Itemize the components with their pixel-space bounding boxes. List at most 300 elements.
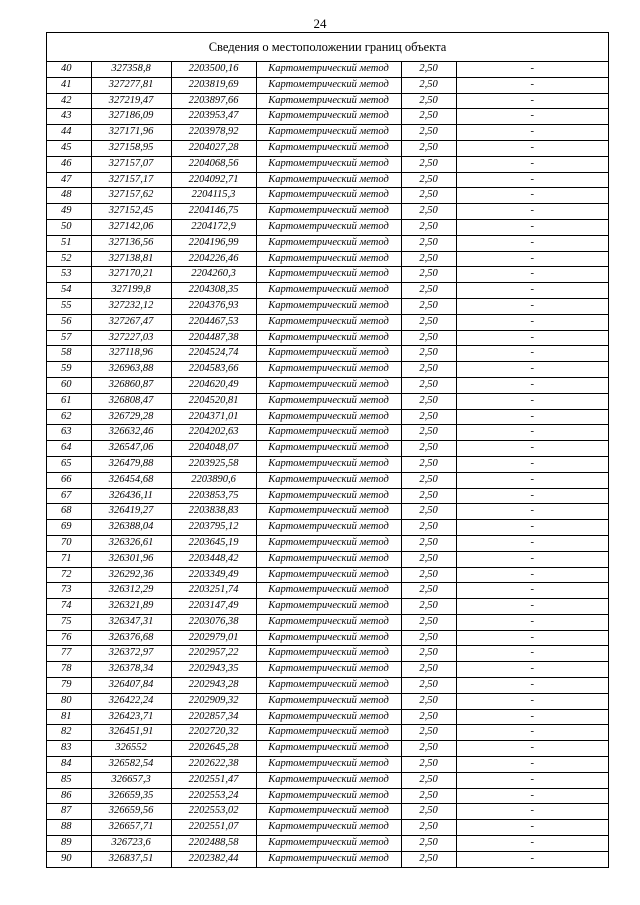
table-row xyxy=(47,393,608,409)
table-row xyxy=(47,725,608,741)
method-cell: Картометрический метод xyxy=(256,283,401,299)
y-coordinate-cell: 2203953,47 xyxy=(171,109,256,125)
accuracy-cell: 2,50 xyxy=(401,662,456,678)
table-row xyxy=(47,662,608,678)
method-cell: Картометрический метод xyxy=(256,204,401,220)
point-number-cell: 51 xyxy=(47,235,91,251)
table-row xyxy=(47,599,608,615)
accuracy-cell: 2,50 xyxy=(401,709,456,725)
table-row xyxy=(47,109,608,125)
method-cell: Картометрический метод xyxy=(256,393,401,409)
point-number-cell: 63 xyxy=(47,425,91,441)
method-cell: Картометрический метод xyxy=(256,757,401,773)
x-coordinate-cell: 326860,87 xyxy=(91,377,171,393)
accuracy-cell: 2,50 xyxy=(401,441,456,457)
table-row xyxy=(47,188,608,204)
y-coordinate-cell: 2203500,16 xyxy=(171,62,256,77)
point-number-cell: 87 xyxy=(47,804,91,820)
point-number-cell: 58 xyxy=(47,346,91,362)
point-number-cell: 69 xyxy=(47,520,91,536)
table-row xyxy=(47,788,608,804)
method-cell: Картометрический метод xyxy=(256,298,401,314)
table-row xyxy=(47,646,608,662)
accuracy-cell: 2,50 xyxy=(401,678,456,694)
accuracy-cell: 2,50 xyxy=(401,820,456,836)
point-number-cell: 71 xyxy=(47,551,91,567)
method-cell: Картометрический метод xyxy=(256,678,401,694)
method-cell: Картометрический метод xyxy=(256,599,401,615)
y-coordinate-cell: 2202943,28 xyxy=(171,678,256,694)
table-row xyxy=(47,62,608,77)
note-cell: - xyxy=(456,583,608,599)
point-number-cell: 47 xyxy=(47,172,91,188)
note-cell: - xyxy=(456,504,608,520)
point-number-cell: 78 xyxy=(47,662,91,678)
y-coordinate-cell: 2204308,35 xyxy=(171,283,256,299)
x-coordinate-cell: 326657,71 xyxy=(91,820,171,836)
point-number-cell: 89 xyxy=(47,836,91,852)
note-cell: - xyxy=(456,456,608,472)
y-coordinate-cell: 2202909,32 xyxy=(171,693,256,709)
method-cell: Картометрический метод xyxy=(256,693,401,709)
accuracy-cell: 2,50 xyxy=(401,346,456,362)
y-coordinate-cell: 2202622,38 xyxy=(171,757,256,773)
note-cell: - xyxy=(456,425,608,441)
accuracy-cell: 2,50 xyxy=(401,836,456,852)
accuracy-cell: 2,50 xyxy=(401,757,456,773)
point-number-cell: 59 xyxy=(47,362,91,378)
method-cell: Картометрический метод xyxy=(256,551,401,567)
method-cell: Картометрический метод xyxy=(256,614,401,630)
table-row xyxy=(47,741,608,757)
accuracy-cell: 2,50 xyxy=(401,267,456,283)
note-cell: - xyxy=(456,757,608,773)
method-cell: Картометрический метод xyxy=(256,567,401,583)
table-row xyxy=(47,219,608,235)
method-cell: Картометрический метод xyxy=(256,583,401,599)
x-coordinate-cell: 327157,17 xyxy=(91,172,171,188)
accuracy-cell: 2,50 xyxy=(401,204,456,220)
x-coordinate-cell: 327227,03 xyxy=(91,330,171,346)
table-row xyxy=(47,757,608,773)
table-row xyxy=(47,551,608,567)
table-row xyxy=(47,314,608,330)
x-coordinate-cell: 327199,8 xyxy=(91,283,171,299)
point-number-cell: 75 xyxy=(47,614,91,630)
note-cell: - xyxy=(456,251,608,267)
x-coordinate-cell: 326376,68 xyxy=(91,630,171,646)
accuracy-cell: 2,50 xyxy=(401,725,456,741)
point-number-cell: 85 xyxy=(47,772,91,788)
accuracy-cell: 2,50 xyxy=(401,693,456,709)
accuracy-cell: 2,50 xyxy=(401,188,456,204)
y-coordinate-cell: 2202720,32 xyxy=(171,725,256,741)
point-number-cell: 79 xyxy=(47,678,91,694)
point-number-cell: 40 xyxy=(47,62,91,77)
method-cell: Картометрический метод xyxy=(256,646,401,662)
y-coordinate-cell: 2203251,74 xyxy=(171,583,256,599)
point-number-cell: 61 xyxy=(47,393,91,409)
x-coordinate-cell: 326552 xyxy=(91,741,171,757)
note-cell: - xyxy=(456,599,608,615)
x-coordinate-cell: 326454,68 xyxy=(91,472,171,488)
point-number-cell: 76 xyxy=(47,630,91,646)
table-row xyxy=(47,567,608,583)
table-row xyxy=(47,125,608,141)
method-cell: Картометрический метод xyxy=(256,630,401,646)
table-row xyxy=(47,583,608,599)
note-cell: - xyxy=(456,678,608,694)
y-coordinate-cell: 2203838,83 xyxy=(171,504,256,520)
x-coordinate-cell: 327142,06 xyxy=(91,219,171,235)
point-number-cell: 50 xyxy=(47,219,91,235)
accuracy-cell: 2,50 xyxy=(401,788,456,804)
note-cell: - xyxy=(456,409,608,425)
table-row xyxy=(47,678,608,694)
accuracy-cell: 2,50 xyxy=(401,472,456,488)
table-row xyxy=(47,836,608,852)
table-row xyxy=(47,693,608,709)
note-cell: - xyxy=(456,520,608,536)
y-coordinate-cell: 2204371,01 xyxy=(171,409,256,425)
x-coordinate-cell: 326657,3 xyxy=(91,772,171,788)
table-row xyxy=(47,251,608,267)
accuracy-cell: 2,50 xyxy=(401,172,456,188)
note-cell: - xyxy=(530,852,534,864)
x-coordinate-cell: 326963,88 xyxy=(91,362,171,378)
note-cell: - xyxy=(456,188,608,204)
table-row xyxy=(47,204,608,220)
accuracy-cell: 2,50 xyxy=(401,109,456,125)
x-coordinate-cell: 326422,24 xyxy=(91,693,171,709)
point-number-cell: 60 xyxy=(47,377,91,393)
method-cell: Картометрический метод xyxy=(256,330,401,346)
y-coordinate-cell: 2202857,34 xyxy=(171,709,256,725)
accuracy-cell: 2,50 xyxy=(401,219,456,235)
point-number-cell: 67 xyxy=(47,488,91,504)
method-cell: Картометрический метод xyxy=(256,409,401,425)
point-number-cell: 73 xyxy=(47,583,91,599)
point-number-cell: 68 xyxy=(47,504,91,520)
method-cell: Картометрический метод xyxy=(256,820,401,836)
point-number-cell: 62 xyxy=(47,409,91,425)
accuracy-cell: 2,50 xyxy=(401,851,456,866)
method-cell: Картометрический метод xyxy=(256,520,401,536)
accuracy-cell: 2,50 xyxy=(401,772,456,788)
x-coordinate-cell: 326479,88 xyxy=(91,456,171,472)
x-coordinate-cell: 326388,04 xyxy=(91,520,171,536)
x-coordinate-cell: 327186,09 xyxy=(91,109,171,125)
x-coordinate-cell: 327157,07 xyxy=(91,156,171,172)
accuracy-cell: 2,50 xyxy=(401,409,456,425)
x-coordinate-cell: 326292,36 xyxy=(91,567,171,583)
x-coordinate-cell: 327267,47 xyxy=(91,314,171,330)
y-coordinate-cell: 2203795,12 xyxy=(171,520,256,536)
accuracy-cell: 2,50 xyxy=(401,488,456,504)
y-coordinate-cell: 2203349,49 xyxy=(171,567,256,583)
table-row xyxy=(47,267,608,283)
point-number-cell: 74 xyxy=(47,599,91,615)
note-cell: - xyxy=(456,488,608,504)
y-coordinate-cell: 2203645,19 xyxy=(171,535,256,551)
accuracy-cell: 2,50 xyxy=(401,93,456,109)
accuracy-cell: 2,50 xyxy=(401,393,456,409)
y-coordinate-cell: 2204487,38 xyxy=(171,330,256,346)
x-coordinate-cell: 326729,28 xyxy=(91,409,171,425)
method-cell: Картометрический метод xyxy=(256,93,401,109)
method-cell: Картометрический метод xyxy=(256,251,401,267)
table-row xyxy=(47,456,608,472)
accuracy-cell: 2,50 xyxy=(401,62,456,77)
note-cell: - xyxy=(456,267,608,283)
note-cell: - xyxy=(456,535,608,551)
x-coordinate-cell: 326326,61 xyxy=(91,535,171,551)
x-coordinate-cell: 327152,45 xyxy=(91,204,171,220)
point-number-cell: 57 xyxy=(47,330,91,346)
point-number-cell: 72 xyxy=(47,567,91,583)
x-coordinate-cell: 326659,56 xyxy=(91,804,171,820)
table-row xyxy=(47,425,608,441)
accuracy-cell: 2,50 xyxy=(401,298,456,314)
point-number-cell: 80 xyxy=(47,693,91,709)
note-cell: - xyxy=(456,551,608,567)
x-coordinate-cell: 327138,81 xyxy=(91,251,171,267)
note-cell: - xyxy=(456,125,608,141)
accuracy-cell: 2,50 xyxy=(401,235,456,251)
y-coordinate-cell: 2202488,58 xyxy=(171,836,256,852)
point-number-cell: 70 xyxy=(47,535,91,551)
note-cell: - xyxy=(456,567,608,583)
y-coordinate-cell: 2204467,53 xyxy=(171,314,256,330)
note-cell: - xyxy=(456,646,608,662)
method-cell: Картометрический метод xyxy=(256,725,401,741)
table-row xyxy=(47,298,608,314)
table-row xyxy=(47,441,608,457)
note-cell: - xyxy=(456,472,608,488)
point-number-cell: 41 xyxy=(47,77,91,93)
y-coordinate-cell: 2204172,9 xyxy=(171,219,256,235)
coordinates-table xyxy=(47,62,608,867)
method-cell: Картометрический метод xyxy=(256,267,401,283)
method-cell: Картометрический метод xyxy=(256,346,401,362)
y-coordinate-cell: 2204202,63 xyxy=(171,425,256,441)
x-coordinate-cell: 326312,29 xyxy=(91,583,171,599)
x-coordinate-cell: 326347,31 xyxy=(91,614,171,630)
point-number-cell: 56 xyxy=(47,314,91,330)
point-number-cell: 49 xyxy=(47,204,91,220)
accuracy-cell: 2,50 xyxy=(401,125,456,141)
method-cell: Картометрический метод xyxy=(256,836,401,852)
y-coordinate-cell: 2204620,49 xyxy=(171,377,256,393)
coordinates-table-body xyxy=(47,62,608,867)
point-number-cell: 55 xyxy=(47,298,91,314)
note-cell: - xyxy=(456,362,608,378)
method-cell: Картометрический метод xyxy=(256,77,401,93)
page-number: 24 xyxy=(313,16,327,31)
accuracy-cell: 2,50 xyxy=(401,614,456,630)
x-coordinate-cell: 327170,21 xyxy=(91,267,171,283)
accuracy-cell: 2,50 xyxy=(401,362,456,378)
y-coordinate-cell: 2202553,02 xyxy=(171,804,256,820)
x-coordinate-cell: 326547,06 xyxy=(91,441,171,457)
accuracy-cell: 2,50 xyxy=(401,599,456,615)
accuracy-cell: 2,50 xyxy=(401,504,456,520)
x-coordinate-cell: 327277,81 xyxy=(91,77,171,93)
y-coordinate-cell: 2203897,66 xyxy=(171,93,256,109)
table-row xyxy=(47,520,608,536)
accuracy-cell: 2,50 xyxy=(401,251,456,267)
table-row xyxy=(47,772,608,788)
note-cell: - xyxy=(456,314,608,330)
note-cell: - xyxy=(456,804,608,820)
note-cell: - xyxy=(456,820,608,836)
point-number-cell: 42 xyxy=(47,93,91,109)
y-coordinate-cell: 2204520,81 xyxy=(171,393,256,409)
method-cell: Картометрический метод xyxy=(256,535,401,551)
accuracy-cell: 2,50 xyxy=(401,583,456,599)
note-cell: - xyxy=(456,836,608,852)
table-row xyxy=(47,535,608,551)
note-cell: - xyxy=(456,788,608,804)
method-cell: Картометрический метод xyxy=(256,772,401,788)
method-cell: Картометрический метод xyxy=(256,709,401,725)
table-row xyxy=(47,709,608,725)
note-cell: - xyxy=(456,93,608,109)
accuracy-cell: 2,50 xyxy=(401,456,456,472)
point-number-cell: 46 xyxy=(47,156,91,172)
point-number-cell: 88 xyxy=(47,820,91,836)
note-cell: - xyxy=(456,741,608,757)
point-number-cell: 45 xyxy=(47,140,91,156)
y-coordinate-cell: 2204226,46 xyxy=(171,251,256,267)
y-coordinate-cell: 2202645,28 xyxy=(171,741,256,757)
x-coordinate-cell: 326723,6 xyxy=(91,836,171,852)
y-coordinate-cell: 2204376,93 xyxy=(171,298,256,314)
note-cell: - xyxy=(456,725,608,741)
table-row xyxy=(47,377,608,393)
x-coordinate-cell: 327358,8 xyxy=(91,62,171,77)
y-coordinate-cell: 2203853,75 xyxy=(171,488,256,504)
table-row xyxy=(47,235,608,251)
y-coordinate-cell: 2204115,3 xyxy=(171,188,256,204)
note-cell: - xyxy=(456,393,608,409)
y-coordinate-cell: 2203890,6 xyxy=(171,472,256,488)
point-number-cell: 86 xyxy=(47,788,91,804)
point-number-cell: 54 xyxy=(47,283,91,299)
x-coordinate-cell: 326301,96 xyxy=(91,551,171,567)
method-cell: Картометрический метод xyxy=(256,456,401,472)
x-coordinate-cell: 327136,56 xyxy=(91,235,171,251)
method-cell: Картометрический метод xyxy=(256,156,401,172)
note-cell: - xyxy=(456,156,608,172)
x-coordinate-cell: 326837,51 xyxy=(91,851,171,866)
x-coordinate-cell: 327118,96 xyxy=(91,346,171,362)
method-cell: Картометрический метод xyxy=(256,741,401,757)
x-coordinate-cell: 326808,47 xyxy=(91,393,171,409)
y-coordinate-cell: 2204583,66 xyxy=(171,362,256,378)
note-cell: - xyxy=(456,346,608,362)
table-row xyxy=(47,77,608,93)
accuracy-cell: 2,50 xyxy=(401,330,456,346)
method-cell: Картометрический метод xyxy=(256,804,401,820)
method-cell: Картометрический метод xyxy=(256,188,401,204)
point-number-cell: 52 xyxy=(47,251,91,267)
method-cell: Картометрический метод xyxy=(256,488,401,504)
note-cell: - xyxy=(456,235,608,251)
y-coordinate-cell: 2202943,35 xyxy=(171,662,256,678)
note-cell: - xyxy=(456,77,608,93)
table-row xyxy=(47,409,608,425)
note-cell: - xyxy=(456,709,608,725)
point-number-cell: 43 xyxy=(47,109,91,125)
method-cell: Картометрический метод xyxy=(256,441,401,457)
note-cell: - xyxy=(456,204,608,220)
y-coordinate-cell: 2204048,07 xyxy=(171,441,256,457)
note-cell: - xyxy=(456,377,608,393)
y-coordinate-cell: 2204260,3 xyxy=(171,267,256,283)
method-cell: Картометрический метод xyxy=(256,425,401,441)
note-cell: - xyxy=(456,219,608,235)
point-number-cell: 82 xyxy=(47,725,91,741)
point-number-cell: 90 xyxy=(47,851,91,866)
point-number-cell: 65 xyxy=(47,456,91,472)
x-coordinate-cell: 326659,35 xyxy=(91,788,171,804)
accuracy-cell: 2,50 xyxy=(401,377,456,393)
y-coordinate-cell: 2204146,75 xyxy=(171,204,256,220)
table-row xyxy=(47,504,608,520)
y-coordinate-cell: 2204196,99 xyxy=(171,235,256,251)
note-cell: - xyxy=(456,330,608,346)
table-row xyxy=(47,330,608,346)
table-row xyxy=(47,172,608,188)
accuracy-cell: 2,50 xyxy=(401,630,456,646)
x-coordinate-cell: 327158,95 xyxy=(91,140,171,156)
y-coordinate-cell: 2202382,44 xyxy=(171,851,256,866)
point-number-cell: 81 xyxy=(47,709,91,725)
method-cell: Картометрический метод xyxy=(256,788,401,804)
accuracy-cell: 2,50 xyxy=(401,314,456,330)
table-row xyxy=(47,851,608,866)
y-coordinate-cell: 2202551,47 xyxy=(171,772,256,788)
x-coordinate-cell: 327219,47 xyxy=(91,93,171,109)
table-row xyxy=(47,472,608,488)
y-coordinate-cell: 2204068,56 xyxy=(171,156,256,172)
x-coordinate-cell: 326632,46 xyxy=(91,425,171,441)
method-cell: Картометрический метод xyxy=(256,851,401,866)
method-cell: Картометрический метод xyxy=(256,140,401,156)
y-coordinate-cell: 2202551,07 xyxy=(171,820,256,836)
note-cell: - xyxy=(456,662,608,678)
y-coordinate-cell: 2203925,58 xyxy=(171,456,256,472)
method-cell: Картометрический метод xyxy=(256,662,401,678)
x-coordinate-cell: 327157,62 xyxy=(91,188,171,204)
x-coordinate-cell: 326582,54 xyxy=(91,757,171,773)
y-coordinate-cell: 2204092,71 xyxy=(171,172,256,188)
y-coordinate-cell: 2202553,24 xyxy=(171,788,256,804)
accuracy-cell: 2,50 xyxy=(401,567,456,583)
note-cell: - xyxy=(456,693,608,709)
table-row xyxy=(47,614,608,630)
y-coordinate-cell: 2203076,38 xyxy=(171,614,256,630)
table-row xyxy=(47,362,608,378)
y-coordinate-cell: 2202957,22 xyxy=(171,646,256,662)
note-cell: - xyxy=(456,630,608,646)
table-row xyxy=(47,630,608,646)
point-number-cell: 64 xyxy=(47,441,91,457)
y-coordinate-cell: 2203147,49 xyxy=(171,599,256,615)
table-row xyxy=(47,156,608,172)
method-cell: Картометрический метод xyxy=(256,62,401,77)
